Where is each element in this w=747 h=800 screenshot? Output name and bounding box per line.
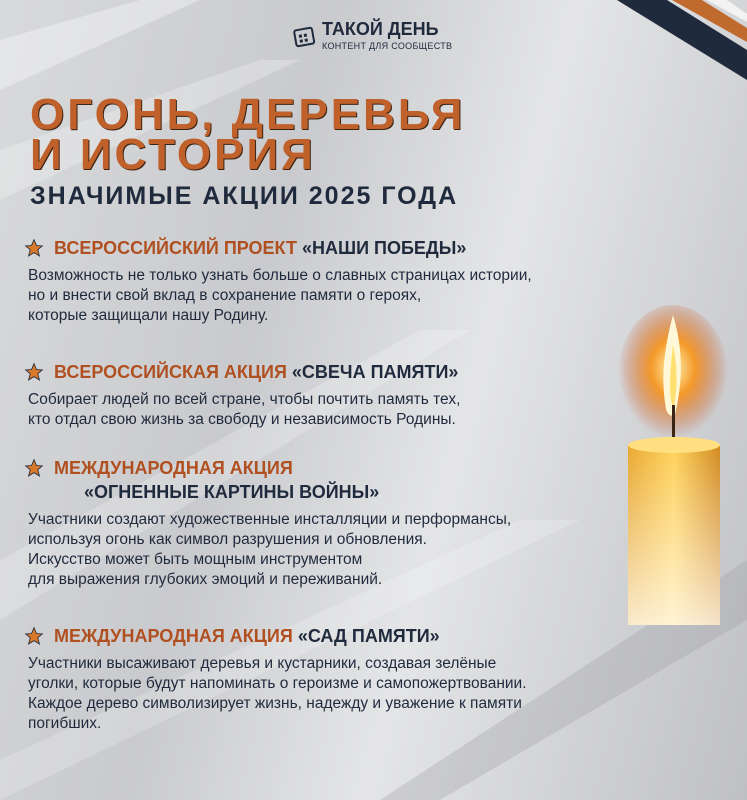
desc-line: Каждое дерево символизирует жизнь, надежду и уважение к памяти bbox=[28, 695, 522, 712]
section-svecha-pamyati bbox=[24, 360, 460, 430]
star-icon bbox=[24, 362, 44, 382]
star-icon bbox=[24, 238, 44, 258]
section-kind: МЕЖДУНАРОДНАЯ АКЦИЯ bbox=[54, 458, 293, 478]
section-name: «ОГНЕННЫЕ КАРТИНЫ ВОЙНЫ» bbox=[84, 482, 380, 502]
desc-line: для выражения глубоких эмоций и переживаний. bbox=[28, 571, 383, 588]
desc-line: которые защищали нашу Родину. bbox=[28, 307, 269, 324]
candle-image bbox=[618, 305, 728, 635]
desc-line: погибших. bbox=[28, 715, 102, 732]
section-ognennye-kartiny bbox=[24, 456, 511, 590]
star-icon bbox=[24, 626, 44, 646]
page-title bbox=[30, 90, 466, 179]
desc-line: используя огонь как символ разрушения и обновления. bbox=[28, 531, 427, 548]
section-kind: ВСЕРОССИЙСКИЙ ПРОЕКТ bbox=[54, 238, 297, 258]
desc-line: Возможность не только узнать больше о славных страницах истории, bbox=[28, 267, 532, 284]
section-description bbox=[28, 510, 511, 590]
desc-line: но и внести свой вклад в сохранение памяти о героях, bbox=[28, 287, 422, 304]
section-description bbox=[28, 390, 460, 430]
corner-stripes bbox=[577, 0, 747, 90]
section-name: «СВЕЧА ПАМЯТИ» bbox=[291, 362, 459, 382]
desc-line: Собирает людей по всей стране, чтобы почтить память тех, bbox=[28, 391, 461, 408]
desc-line: кто отдал свою жизнь за свободу и независимость Родины. bbox=[28, 411, 456, 428]
section-nashi-pobedy bbox=[24, 236, 532, 326]
section-sad-pamyati bbox=[24, 624, 527, 734]
section-description bbox=[28, 654, 527, 734]
brand-subtitle: КОНТЕНТ ДЛЯ СООБЩЕСТВ bbox=[322, 41, 453, 51]
page-subtitle: ЗНАЧИМЫЕ АКЦИИ 2025 ГОДА bbox=[30, 182, 459, 210]
calendar-icon bbox=[292, 24, 316, 48]
desc-line: Участники создают художественные инсталляции и перформансы, bbox=[28, 511, 512, 528]
title-line: И ИСТОРИЯ bbox=[30, 130, 316, 179]
section-kind: ВСЕРОССИЙСКАЯ АКЦИЯ bbox=[54, 362, 287, 382]
desc-line: Искусство может быть мощным инструментом bbox=[28, 551, 363, 568]
title-line: ОГОНЬ, ДЕРЕВЬЯ bbox=[30, 90, 466, 139]
brand-logo bbox=[292, 20, 452, 51]
section-name: «НАШИ ПОБЕДЫ» bbox=[301, 238, 467, 258]
star-icon bbox=[24, 458, 44, 478]
brand-title: ТАКОЙ ДЕНЬ bbox=[322, 19, 439, 39]
section-name: «САД ПАМЯТИ» bbox=[297, 626, 440, 646]
desc-line: уголки, которые будут напоминать о героизме и самопожертвовании. bbox=[28, 675, 527, 692]
section-kind: МЕЖДУНАРОДНАЯ АКЦИЯ bbox=[54, 626, 293, 646]
section-description bbox=[28, 266, 532, 326]
desc-line: Участники высаживают деревья и кустарники, создавая зелёные bbox=[28, 655, 497, 672]
